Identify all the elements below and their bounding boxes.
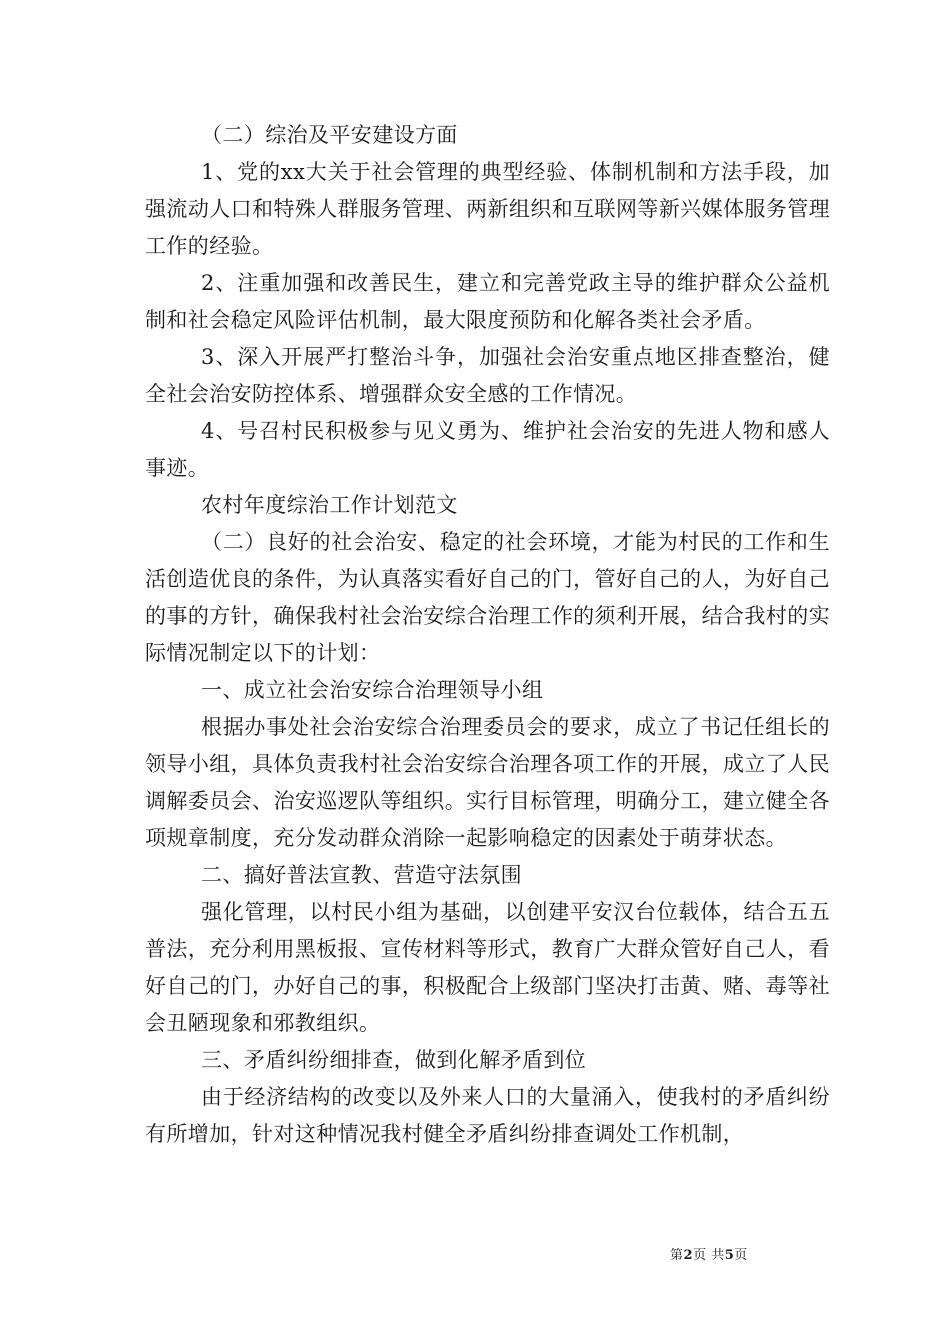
document-title: 农村年度综治工作计划范文	[201, 493, 458, 517]
page-footer	[670, 1248, 748, 1264]
paragraph-section-three: 由于经济结构的改变以及外来人口的大量涌入，使我村的矛盾纠纷有所增加，针对这种情况我村健全矛盾纠纷排查调处工作机制，	[145, 1085, 830, 1146]
section-heading-one: 一、成立社会治安综合治理领导小组	[201, 678, 544, 702]
footer-middle: 页 共	[693, 1248, 725, 1263]
section-heading-zongzhi: （二）综治及平安建设方面	[201, 123, 458, 147]
paragraph-item-4: 4、号召村民积极参与见义勇为、维护社会治安的先进人物和感人事迹。	[145, 419, 830, 480]
paragraph-item-2: 2、注重加强和改善民生，建立和完善党政主导的维护群众公益机制和社会稳定风险评估机制，最大限度预防和化解各类社会矛盾。	[145, 271, 830, 332]
footer-total-pages: 5	[724, 1248, 735, 1263]
paragraph-item-1: 1、党的xx大关于社会管理的典型经验、体制机制和方法手段，加强流动人口和特殊人群服务管理、两新组织和互联网等新兴媒体服务管理工作的经验。	[145, 160, 830, 258]
section-heading-two: 二、搞好普法宣教、营造守法氛围	[201, 863, 522, 887]
paragraph-section-one: 根据办事处社会治安综合治理委员会的要求，成立了书记任组长的领导小组，具体负责我村社会治安综合治理各项工作的开展，成立了人民调解委员会、治安巡逻队等组织。实行目标管理，明确分工，建立健全各项规章制度，充分发动群众消除一起影响稳定的因素处于萌芽状态。	[145, 715, 830, 850]
footer-suffix: 页	[734, 1248, 748, 1263]
paragraph-intro: （二）良好的社会治安、稳定的社会环境，才能为村民的工作和生活创造优良的条件，为认真落实看好自己的门，管好自己的人，为好自己的事的方针，确保我村社会治安综合治理工作的须利开展，结合我村的实际情况制定以下的计划：	[145, 530, 830, 665]
document-body	[145, 117, 830, 1153]
paragraph-item-3: 3、深入开展严打整治斗争，加强社会治安重点地区排查整治，健全社会治安防控体系、增强群众安全感的工作情况。	[145, 345, 830, 406]
section-heading-three: 三、矛盾纠纷细排查，做到化解矛盾到位	[201, 1048, 587, 1072]
paragraph-section-two: 强化管理，以村民小组为基础，以创建平安汉台位载体，结合五五普法，充分利用黑板报、宣传材料等形式，教育广大群众管好自己人，看好自己的门，办好自己的事，积极配合上级部门坚决打击黄、赌、毒等社会丑陋现象和邪教组织。	[145, 900, 830, 1035]
footer-prefix: 第	[670, 1248, 684, 1263]
footer-current-page: 2	[683, 1248, 694, 1263]
